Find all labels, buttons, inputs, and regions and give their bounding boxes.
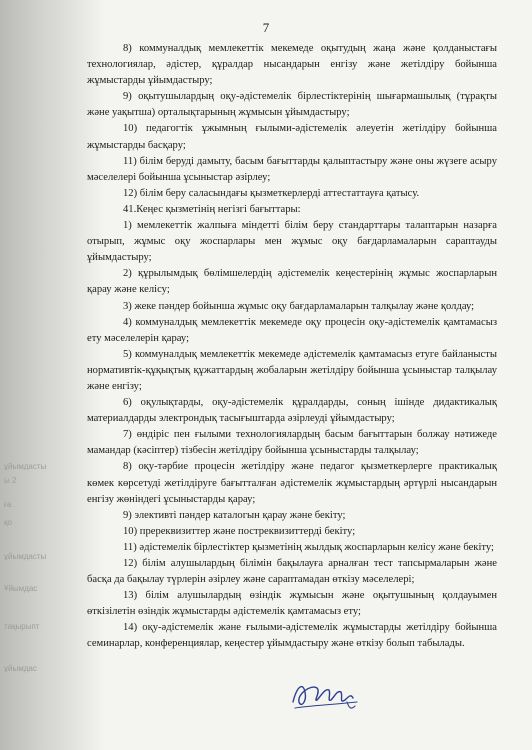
bleed-through-fragment: ұйымдасты bbox=[4, 552, 47, 561]
bleed-through-fragment: қо bbox=[4, 518, 12, 527]
list-item-4: 4) коммуналдық мемлекеттік мекемеде оқу процесін оқу-әдістемелік қамтамасыз ету мәселелерін қарау; bbox=[87, 316, 497, 344]
paragraph-9-methodical-associations: 9) оқытушылардың оқу-әдістемелік бірлестіктерінің шығармашылық (тұрақты және уақытша) орталықтарының жұмысын ұйымдастыру; bbox=[87, 91, 497, 119]
list-item-6: 6) оқулықтарды, оқу-әдістемелік құралдарды, соның ішінде дидактикалық материалдарды электрондық тасығыштарда әзірлеуді ұйымдастыру; bbox=[87, 397, 497, 425]
bleed-through-fragment: ы 2 bbox=[4, 476, 17, 485]
bleed-through-fragment: ұйымдас bbox=[4, 664, 37, 673]
bleed-through-fragment: Ұйымдас bbox=[4, 584, 38, 593]
document-body bbox=[87, 41, 497, 653]
list-item-9: 9) элективті пәндер каталогын қарау және бекіту; bbox=[123, 509, 346, 521]
list-item-13: 13) білім алушылардың өзіндік жұмысын және оқытушының қолдауымен өткізілетін өзіндік жұмыстарды әдістемелік қамтамасыз ету; bbox=[87, 590, 497, 618]
bleed-through-fragment: ұйымдасты bbox=[4, 462, 47, 471]
bleed-through-fragment: ға bbox=[4, 500, 12, 509]
signature-icon bbox=[287, 672, 367, 717]
list-item-11: 11) әдістемелік бірлестіктер қызметінің жылдық жоспарларын келісу және бекіту; bbox=[123, 541, 494, 553]
page-number: 7 bbox=[262, 20, 270, 35]
list-item-2: 2) құрылымдық бөлімшелердің әдістемелік кеңестерінің жұмыс жоспарларын қарау және келісу; bbox=[87, 268, 497, 296]
list-item-5: 5) коммуналдық мемлекеттік мекемеде әдістемелік қамтамасыз етуге байланысты нормативтік-құқықтық құжаттардың жобаларын жетілдіру бойынша ұсыныстар талқылау және енгізу; bbox=[87, 348, 497, 392]
paragraph-8-technologies: 8) коммуналдық мемлекеттік мекемеде оқытудың жаңа және қолданыстағы технологиялар, әдістер, құралдар нысандарын енгізу және жетілдіру бойынша жұмыстарды ұйымдастыру; bbox=[87, 43, 497, 87]
list-item-7: 7) өндіріс пен ғылыми технологиялардың басым бағыттарын болжау нәтижеде мамандар (кәсіптер) тізбесін жетілдіру бойынша ұсыныстарды талқылау; bbox=[87, 429, 497, 457]
list-item-8: 8) оқу-тәрбие процесін жетілдіру және педагог қызметкерлерге практикалық көмек көрсетуді жетілдіруге бағытталған әдістемелік жұмыстардың әртүрлі нысандарын енгізу жөніндегі ұсыныстарды қарау; bbox=[87, 461, 497, 505]
paragraph-12-attestation: 12) білім беру саласындағы қызметкерлерді аттестаттауға қатысу. bbox=[123, 187, 420, 199]
list-item-3: 3) жеке пәндер бойынша жұмыс оқу бағдарламаларын талқылау және қолдау; bbox=[123, 300, 475, 312]
list-item-10: 10) пререквизиттер және постреквизиттерді бекіту; bbox=[123, 525, 356, 537]
list-item-14: 14) оқу-әдістемелік және ғылыми-әдістемелік жұмыстарды жетілдіру бойынша семинарлар, конференциялар, кеңестер ұйымдастыру және өткізу болып табылады. bbox=[87, 622, 497, 650]
section-41-heading: 41.Кеңес қызметінің негізгі бағыттары: bbox=[123, 203, 301, 215]
list-item-12: 12) білім алушылардың білімін бақылауға арналған тест тапсырмаларын және басқа да бақылау түрлерін әзірлеу және сараптамадан өткізу мәселелері; bbox=[87, 558, 497, 586]
paragraph-10-potential: 10) педагогтік ұжымның ғылыми-әдістемелік әлеуетін жетілдіру бойынша жұмыстарды басқару; bbox=[87, 123, 497, 151]
paragraph-11-development: 11) білім беруді дамыту, басым бағыттарды қалыптастыру және оны жүзеге асыру мәселелері бойынша ұсыныстар әзірлеу; bbox=[87, 155, 497, 183]
list-item-1: 1) мемлекеттік жалпыға міндетті білім беру стандарттары талаптарын назарға отырып, жұмыс оқу жоспарлары мен жұмыс оқу бағдарламаларын сараптауды ұйымдастыру; bbox=[87, 220, 497, 264]
bleed-through-fragment: тақырыпт bbox=[4, 622, 40, 631]
